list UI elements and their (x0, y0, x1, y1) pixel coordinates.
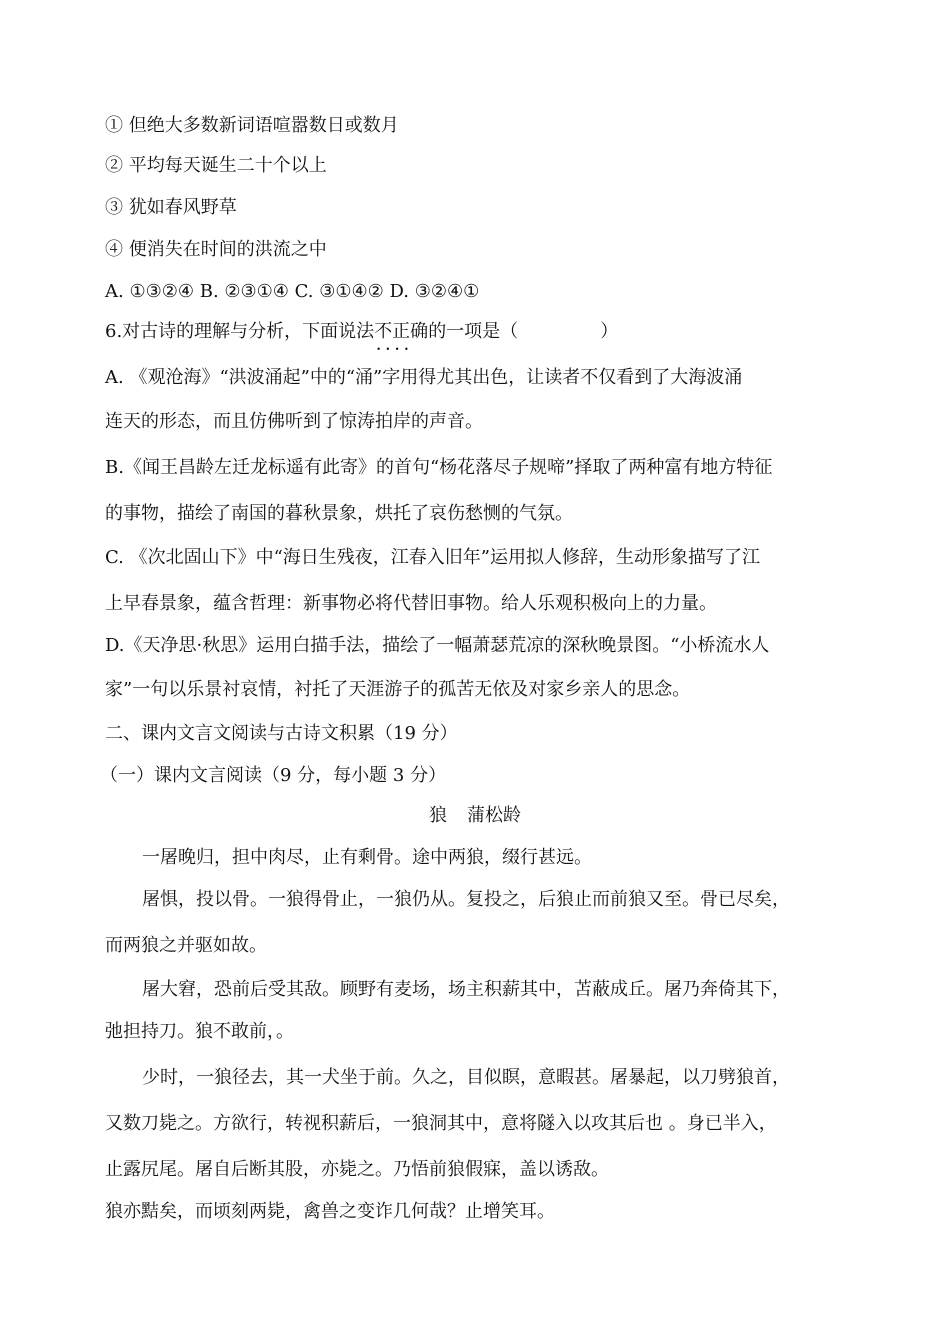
option-2: ② 平均每天诞生二十个以上 (105, 155, 327, 176)
q6-option-b-line1: B.《闻王昌龄左迁龙标遥有此寄》的首句“杨花落尽子规啼”择取了两种富有地方特征 (105, 457, 773, 478)
passage-line-5: 弛担持刀。狼不敢前，。 (105, 1021, 294, 1042)
passage-line-4: 屠大窘，恐前后受其敌。顾野有麦场，场主积薪其中，苫蔽成丘。屠乃奔倚其下， (142, 979, 790, 1000)
q6-option-c-line2: 上早春景象，蕴含哲理：新事物必将代替旧事物。给人乐观积极向上的力量。 (105, 593, 717, 614)
passage-line-1: 一屠晚归，担中肉尽，止有剩骨。途中两狼，缀行甚远。 (142, 847, 592, 868)
q6-option-d-line2: 家”一句以乐景衬哀情，衬托了天涯游子的孤苦无依及对家乡亲人的思念。 (105, 679, 691, 700)
answer-choices: A. ①③②④ B. ②③①④ C. ③①④② D. ③②④① (105, 281, 480, 302)
passage-line-3: 而两狼之并驱如故。 (105, 935, 267, 956)
passage-author: 蒲松龄 (467, 805, 521, 826)
q6-emphasis: 不正确 • • (374, 320, 428, 344)
option-4: ④ 便消失在时间的洪流之中 (105, 239, 327, 260)
passage-line-8: 止露尻尾。屠自后断其股，亦毙之。乃悟前狼假寐，盖以诱敌。 (105, 1159, 609, 1180)
q6-suffix: 的一项是（ (428, 321, 519, 342)
q6-prefix: 6.对古诗的理解与分析，下面说法 (105, 321, 375, 342)
q6-option-a-line2: 连天的形态，而且仿佛听到了惊涛拍岸的声音。 (105, 411, 483, 432)
passage-title-text: 狼 (429, 805, 447, 826)
section-2-heading: 二、课内文言文阅读与古诗文积累（19 分） (105, 723, 458, 744)
q6-option-c-line1: C. 《次北固山下》中“海日生残夜，江春入旧年”运用拟人修辞，生动形象描写了江 (105, 547, 760, 568)
passage-line-6: 少时，一狼径去，其一犬坐于前。久之，目似瞑，意暇甚。屠暴起，以刀劈狼首， (142, 1067, 790, 1088)
q6-option-b-line2: 的事物，描绘了南国的暮秋景象，烘托了哀伤愁恻的气氛。 (105, 503, 573, 524)
passage-line-9: 狼亦黠矣，而顷刻两毙，禽兽之变诈几何哉？止增笑耳。 (105, 1201, 555, 1222)
option-1: ① 但绝大多数新词语喧嚣数日或数月 (105, 115, 399, 136)
option-3: ③ 犹如春风野草 (105, 197, 237, 218)
q6-option-a-line1: A. 《观沧海》“洪波涌起”中的“涌”字用得尤其出色，让读者不仅看到了大海波涌 (105, 367, 743, 388)
section-2-1-heading: （一）课内文言阅读（9 分，每小题 3 分） (100, 765, 447, 786)
passage-line-7: 又数刀毙之。方欲行，转视积薪后，一狼洞其中，意将隧入以攻其后也 。身已半入， (105, 1113, 777, 1134)
question-6 (105, 320, 845, 344)
passage-line-2: 屠惧，投以骨。一狼得骨止，一狼仍从。复投之，后狼止而前狼又至。骨已尽矣， (142, 889, 790, 910)
passage-title (0, 804, 950, 828)
q6-close: ） (600, 321, 619, 342)
q6-option-d-line1: D.《天净思·秋思》运用白描手法，描绘了一幅萧瑟荒凉的深秋晚景图。“小桥流水人 (105, 635, 770, 656)
